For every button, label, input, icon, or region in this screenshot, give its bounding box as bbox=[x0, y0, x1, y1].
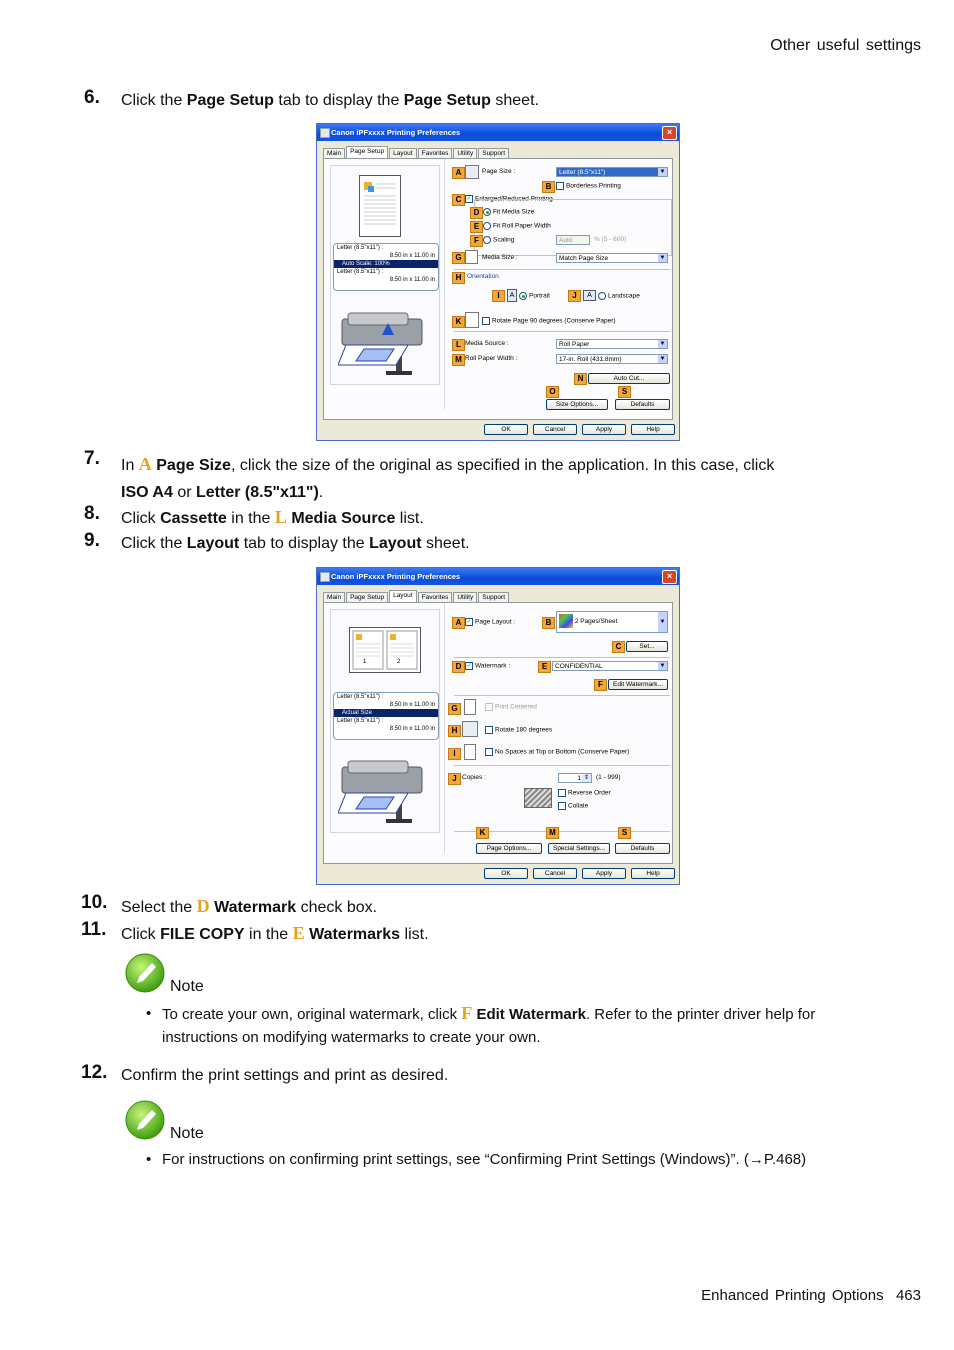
step-text: Click bbox=[121, 926, 161, 943]
tab-strip bbox=[323, 590, 510, 602]
step-text: , click the size of the original as specified in the application. In this case, click bbox=[230, 457, 775, 474]
layout-preview bbox=[349, 627, 421, 673]
checkbox-icon bbox=[485, 748, 493, 756]
page-header: Other useful settings bbox=[770, 37, 921, 54]
media-source-select[interactable] bbox=[556, 339, 668, 349]
info-line: 8.50 in x 11.00 in bbox=[389, 726, 435, 732]
media-size-label: Media Size : bbox=[482, 254, 518, 261]
callout-i: I bbox=[492, 290, 505, 302]
print-centered-icon bbox=[464, 699, 476, 715]
step-bold: Page Setup bbox=[186, 92, 274, 109]
media-size-select[interactable] bbox=[556, 253, 668, 263]
copies-label: Copies : bbox=[462, 774, 486, 781]
step-text: Select the bbox=[121, 899, 197, 916]
callout-g: G bbox=[452, 252, 465, 264]
step-number: 10. bbox=[81, 892, 108, 913]
page-preview bbox=[359, 175, 401, 237]
copies-value: 1 bbox=[577, 775, 581, 782]
printer-illustration bbox=[338, 299, 434, 383]
note-text: For instructions on confirming print settings, see “Confirming Print Settings (Windows)”. (→P.468) bbox=[162, 1151, 807, 1168]
note-text: . Refer to the printer driver help for instructions on modifying watermarks to create your own. bbox=[162, 1006, 816, 1046]
no-spaces-label: No Spaces at Top or Bottom (Conserve Paper) bbox=[495, 748, 630, 756]
step-8 bbox=[84, 503, 874, 530]
checkbox-icon bbox=[556, 182, 564, 190]
media-source-value: Roll Paper bbox=[559, 341, 590, 348]
page-size-select[interactable] bbox=[556, 167, 668, 177]
divider bbox=[454, 695, 670, 696]
dialog-title-bar bbox=[317, 568, 679, 585]
radio-selected-icon bbox=[483, 208, 491, 216]
step-12 bbox=[81, 1062, 874, 1087]
callout-c: C bbox=[452, 194, 465, 206]
callout-s: S bbox=[618, 386, 631, 398]
info-line: 8.50 in x 11.00 in bbox=[389, 702, 435, 708]
tab-layout[interactable]: Layout bbox=[389, 590, 417, 603]
callout-e: E bbox=[538, 661, 551, 673]
page-options-button[interactable]: Page Options... bbox=[476, 843, 542, 854]
info-line: 8.50 in x 11.00 in bbox=[389, 253, 435, 259]
callout-i: I bbox=[448, 748, 461, 760]
page-number: 463 bbox=[895, 1287, 921, 1304]
step-bold: ISO A4 bbox=[121, 484, 173, 501]
chevron-down-icon: ▼ bbox=[658, 612, 667, 632]
print-centered-checkbox[interactable] bbox=[485, 703, 537, 711]
step-text: in the bbox=[226, 510, 275, 527]
copies-input[interactable] bbox=[558, 773, 592, 783]
roll-width-label: Roll Paper Width : bbox=[465, 355, 518, 362]
rotate-180-label: Rotate 180 degrees bbox=[495, 726, 553, 734]
app-icon bbox=[320, 572, 330, 582]
enlarged-label: Enlarged/Reduced Printing bbox=[475, 195, 553, 203]
step-6 bbox=[84, 87, 874, 112]
info-highlight: Actual Size bbox=[334, 709, 438, 717]
callout-b: B bbox=[542, 617, 555, 629]
step-bold: Media Source bbox=[291, 510, 396, 527]
fit-roll-radio[interactable] bbox=[483, 222, 551, 230]
radio-icon bbox=[483, 222, 491, 230]
info-line: Letter (8.5"x11") : bbox=[337, 269, 384, 275]
callout-m: M bbox=[452, 354, 465, 366]
page-preview-lines bbox=[360, 176, 400, 236]
page-size-label: Page Size : bbox=[482, 168, 516, 175]
note-label: Note bbox=[170, 978, 204, 995]
watermark-value: CONFIDENTIAL bbox=[555, 663, 603, 670]
tab-utility[interactable]: Utility bbox=[453, 148, 477, 159]
divider bbox=[444, 603, 445, 853]
rotate-checkbox[interactable] bbox=[482, 317, 616, 325]
callout-a: A bbox=[452, 167, 465, 179]
callout-a: A bbox=[452, 617, 465, 629]
landscape-icon: A bbox=[583, 290, 596, 301]
reverse-order-label: Reverse Order bbox=[568, 789, 611, 797]
watermark-label: Watermark : bbox=[475, 662, 511, 670]
watermark-select[interactable] bbox=[552, 661, 668, 671]
step-number: 7. bbox=[84, 448, 100, 469]
pencil-note-icon bbox=[125, 1100, 165, 1140]
step-bold: FILE COPY bbox=[160, 926, 245, 943]
fit-media-radio[interactable] bbox=[483, 208, 534, 216]
step-bold: Page Size bbox=[156, 457, 231, 474]
page-size-icon bbox=[465, 165, 479, 179]
bullet-dot: • bbox=[146, 1151, 152, 1168]
checkbox-icon bbox=[485, 726, 493, 734]
step-bold: Watermarks bbox=[309, 926, 401, 943]
step-text: In bbox=[121, 457, 139, 474]
page-size-value: Letter (8.5"x11") bbox=[559, 169, 606, 176]
radio-icon bbox=[598, 292, 606, 300]
portrait-radio[interactable] bbox=[519, 292, 550, 300]
tab-favorites[interactable]: Favorites bbox=[418, 148, 453, 159]
callout-h: H bbox=[452, 272, 465, 284]
divider bbox=[454, 331, 670, 332]
radio-icon bbox=[483, 236, 491, 244]
spinner-icon[interactable]: ⇕ bbox=[583, 775, 590, 781]
callout-c: C bbox=[612, 641, 625, 653]
page-footer bbox=[701, 1287, 921, 1304]
note-1-bullet bbox=[146, 1002, 886, 1049]
media-size-icon bbox=[465, 250, 478, 264]
callout-f: F bbox=[594, 679, 607, 691]
step-text: list. bbox=[395, 510, 424, 527]
step-number: 8. bbox=[84, 503, 100, 524]
step-9 bbox=[84, 530, 874, 555]
checkbox-icon bbox=[558, 802, 566, 810]
page-setup-dialog-screenshot bbox=[316, 123, 680, 441]
dialog-title: Canon iPFxxxx Printing Preferences bbox=[331, 128, 461, 137]
no-spaces-checkbox[interactable] bbox=[485, 748, 629, 756]
callout-letter: F bbox=[461, 1003, 473, 1023]
step-number: 11. bbox=[81, 919, 107, 940]
callout-k: K bbox=[476, 827, 489, 839]
callout-f: F bbox=[470, 235, 483, 247]
divider bbox=[454, 269, 670, 270]
close-icon[interactable]: × bbox=[662, 570, 677, 584]
checkbox-icon bbox=[485, 703, 493, 711]
tab-favorites[interactable]: Favorites bbox=[418, 592, 453, 603]
callout-k: K bbox=[452, 316, 465, 328]
ok-button[interactable]: OK bbox=[484, 424, 528, 435]
info-highlight: Auto Scale: 100% bbox=[334, 260, 438, 268]
no-spaces-icon bbox=[464, 744, 476, 760]
orientation-label: Orientation bbox=[467, 273, 499, 280]
dialog-title-bar bbox=[317, 124, 679, 141]
checkbox-checked-icon: ✓ bbox=[466, 196, 472, 202]
page-setup-panel bbox=[323, 158, 673, 420]
copies-stack-icon bbox=[524, 788, 552, 808]
size-info-box bbox=[333, 243, 439, 291]
step-bold: Layout bbox=[186, 535, 240, 552]
step-text: Click the bbox=[121, 535, 187, 552]
checkbox-checked-icon: ✓ bbox=[466, 619, 472, 625]
chevron-down-icon: ▼ bbox=[659, 341, 666, 347]
callout-d: D bbox=[452, 661, 465, 673]
size-options-button[interactable]: Size Options... bbox=[546, 399, 608, 410]
landscape-label: Landscape bbox=[608, 292, 640, 300]
callout-b: B bbox=[542, 181, 555, 193]
rotate-page-icon bbox=[465, 312, 479, 328]
info-line: Letter (8.5"x11") : bbox=[337, 694, 384, 700]
info-line: Letter (8.5"x11") : bbox=[337, 718, 384, 724]
step-text: sheet. bbox=[421, 535, 470, 552]
tab-utility[interactable]: Utility bbox=[453, 592, 477, 603]
apply-button[interactable]: Apply bbox=[582, 868, 626, 879]
tab-support[interactable]: Support bbox=[478, 592, 509, 603]
rotate-180-checkbox[interactable] bbox=[485, 726, 552, 734]
help-button[interactable]: Help bbox=[631, 424, 675, 435]
page-layout-icon bbox=[559, 614, 573, 628]
chevron-down-icon: ▼ bbox=[659, 255, 666, 261]
radio-selected-icon bbox=[519, 292, 527, 300]
dialog-title: Canon iPFxxxx Printing Preferences bbox=[331, 572, 461, 581]
bullet-dot: • bbox=[146, 1005, 152, 1022]
defaults-button[interactable]: Defaults bbox=[615, 399, 670, 410]
special-settings-button[interactable]: Special Settings... bbox=[548, 843, 610, 854]
tab-support[interactable]: Support bbox=[478, 148, 509, 159]
portrait-icon: A bbox=[507, 289, 517, 302]
step-bold: Page Setup bbox=[403, 92, 491, 109]
step-text: . bbox=[318, 484, 324, 501]
roll-width-select[interactable] bbox=[556, 354, 668, 364]
note-text: To create your own, original watermark, click bbox=[162, 1006, 462, 1023]
callout-letter: E bbox=[292, 923, 305, 943]
info-line: 8.50 in x 11.00 in bbox=[389, 277, 435, 283]
size-info-box bbox=[333, 692, 439, 740]
app-icon bbox=[320, 128, 330, 138]
step-bold: Layout bbox=[369, 535, 422, 552]
divider bbox=[454, 765, 670, 766]
step-11 bbox=[81, 919, 874, 946]
step-7 bbox=[84, 448, 874, 506]
cancel-button[interactable]: Cancel bbox=[533, 868, 577, 879]
callout-g: G bbox=[448, 703, 461, 715]
checkbox-icon bbox=[558, 789, 566, 797]
scaling-range: % (5 - 600) bbox=[594, 236, 627, 243]
callout-l: L bbox=[452, 339, 465, 351]
step-text: Confirm the print settings and print as desired. bbox=[121, 1067, 449, 1084]
layout-panel bbox=[323, 602, 673, 864]
defaults-button[interactable]: Defaults bbox=[615, 843, 670, 854]
watermark-checkbox[interactable] bbox=[465, 662, 510, 670]
help-button[interactable]: Help bbox=[631, 868, 675, 879]
note-2-bullet bbox=[146, 1148, 886, 1171]
printer-illustration bbox=[338, 747, 434, 831]
print-centered-label: Print Centered bbox=[495, 703, 537, 711]
step-number: 6. bbox=[84, 87, 100, 108]
step-number: 12. bbox=[81, 1062, 108, 1083]
info-line: Letter (8.5"x11") : bbox=[337, 245, 384, 251]
step-text: check box. bbox=[296, 899, 378, 916]
media-size-value: Match Page Size bbox=[559, 255, 609, 262]
callout-h: H bbox=[448, 725, 461, 737]
layout-preview-pages bbox=[350, 628, 420, 672]
collate-checkbox[interactable] bbox=[558, 802, 588, 810]
step-bold: Letter (8.5"x11") bbox=[196, 484, 319, 501]
tab-main[interactable]: Main bbox=[323, 148, 345, 159]
callout-letter: L bbox=[274, 507, 287, 527]
callout-letter: D bbox=[196, 896, 210, 916]
portrait-label: Portrait bbox=[529, 292, 550, 300]
close-icon[interactable]: × bbox=[662, 126, 677, 140]
rotate-180-icon bbox=[462, 721, 478, 737]
step-bold: Watermark bbox=[214, 899, 297, 916]
checkbox-checked-icon: ✓ bbox=[466, 663, 472, 669]
callout-j: J bbox=[568, 290, 581, 302]
copies-range: (1 - 999) bbox=[596, 774, 621, 781]
page-layout-value: 2 Pages/Sheet bbox=[574, 618, 618, 625]
tab-page-setup[interactable]: Page Setup bbox=[346, 146, 388, 159]
step-bold: Cassette bbox=[160, 510, 227, 527]
auto-cut-button[interactable]: Auto Cut... bbox=[588, 373, 670, 384]
step-text: or bbox=[172, 484, 196, 501]
callout-m: M bbox=[546, 827, 559, 839]
pencil-note-icon bbox=[125, 953, 165, 993]
tab-strip bbox=[323, 146, 510, 158]
roll-width-value: 17-in. Roll (431.8mm) bbox=[559, 356, 622, 363]
step-text: Click bbox=[121, 510, 161, 527]
callout-s: S bbox=[618, 827, 631, 839]
note-label: Note bbox=[170, 1125, 204, 1142]
borderless-label: Borderless Printing bbox=[566, 182, 621, 190]
chevron-down-icon: ▼ bbox=[659, 356, 666, 362]
chevron-down-icon: ▼ bbox=[659, 169, 666, 175]
fit-roll-label: Fit Roll Paper Width bbox=[493, 222, 551, 230]
tab-main[interactable]: Main bbox=[323, 592, 345, 603]
chevron-down-icon: ▼ bbox=[659, 663, 666, 669]
apply-button[interactable]: Apply bbox=[582, 424, 626, 435]
page-number: 1 bbox=[363, 659, 367, 665]
media-source-label: Media Source : bbox=[465, 340, 509, 347]
page-layout-checkbox[interactable] bbox=[465, 618, 515, 626]
edit-watermark-button[interactable]: Edit Watermark... bbox=[608, 679, 668, 690]
scaling-input[interactable]: Auto bbox=[556, 235, 590, 245]
step-text: tab to display the bbox=[273, 92, 404, 109]
page-number: 2 bbox=[397, 659, 401, 665]
ok-button[interactable]: OK bbox=[484, 868, 528, 879]
callout-d: D bbox=[470, 207, 483, 219]
rotate-label: Rotate Page 90 degrees (Conserve Paper) bbox=[492, 317, 616, 325]
landscape-radio[interactable] bbox=[598, 292, 640, 300]
page-layout-label: Page Layout : bbox=[475, 618, 516, 626]
checkbox-icon bbox=[482, 317, 490, 325]
scaling-radio[interactable] bbox=[483, 236, 514, 244]
divider bbox=[454, 657, 670, 658]
callout-n: N bbox=[574, 373, 587, 385]
callout-j: J bbox=[448, 773, 461, 785]
step-text: tab to display the bbox=[239, 535, 370, 552]
step-number: 9. bbox=[84, 530, 100, 551]
tab-layout[interactable]: Layout bbox=[389, 148, 417, 159]
note-bold: Edit Watermark bbox=[476, 1006, 586, 1023]
callout-o: O bbox=[546, 386, 559, 398]
step-text: sheet. bbox=[490, 92, 539, 109]
borderless-checkbox[interactable] bbox=[556, 182, 621, 190]
reverse-order-checkbox[interactable] bbox=[558, 789, 611, 797]
tab-page-setup[interactable]: Page Setup bbox=[346, 592, 388, 603]
cancel-button[interactable]: Cancel bbox=[533, 424, 577, 435]
collate-label: Collate bbox=[568, 802, 589, 810]
callout-e: E bbox=[470, 221, 483, 233]
step-10 bbox=[81, 892, 874, 919]
divider bbox=[444, 159, 445, 409]
page-layout-select[interactable] bbox=[556, 611, 668, 633]
scaling-label: Scaling bbox=[493, 236, 515, 244]
footer-chapter: Enhanced Printing Options bbox=[701, 1287, 884, 1304]
layout-dialog-screenshot bbox=[316, 567, 680, 885]
set-button[interactable]: Set... bbox=[626, 641, 668, 652]
step-text: list. bbox=[400, 926, 429, 943]
step-text: in the bbox=[244, 926, 293, 943]
callout-letter: A bbox=[138, 454, 152, 474]
fit-media-label: Fit Media Size bbox=[493, 208, 535, 216]
step-text: Click the bbox=[121, 92, 187, 109]
